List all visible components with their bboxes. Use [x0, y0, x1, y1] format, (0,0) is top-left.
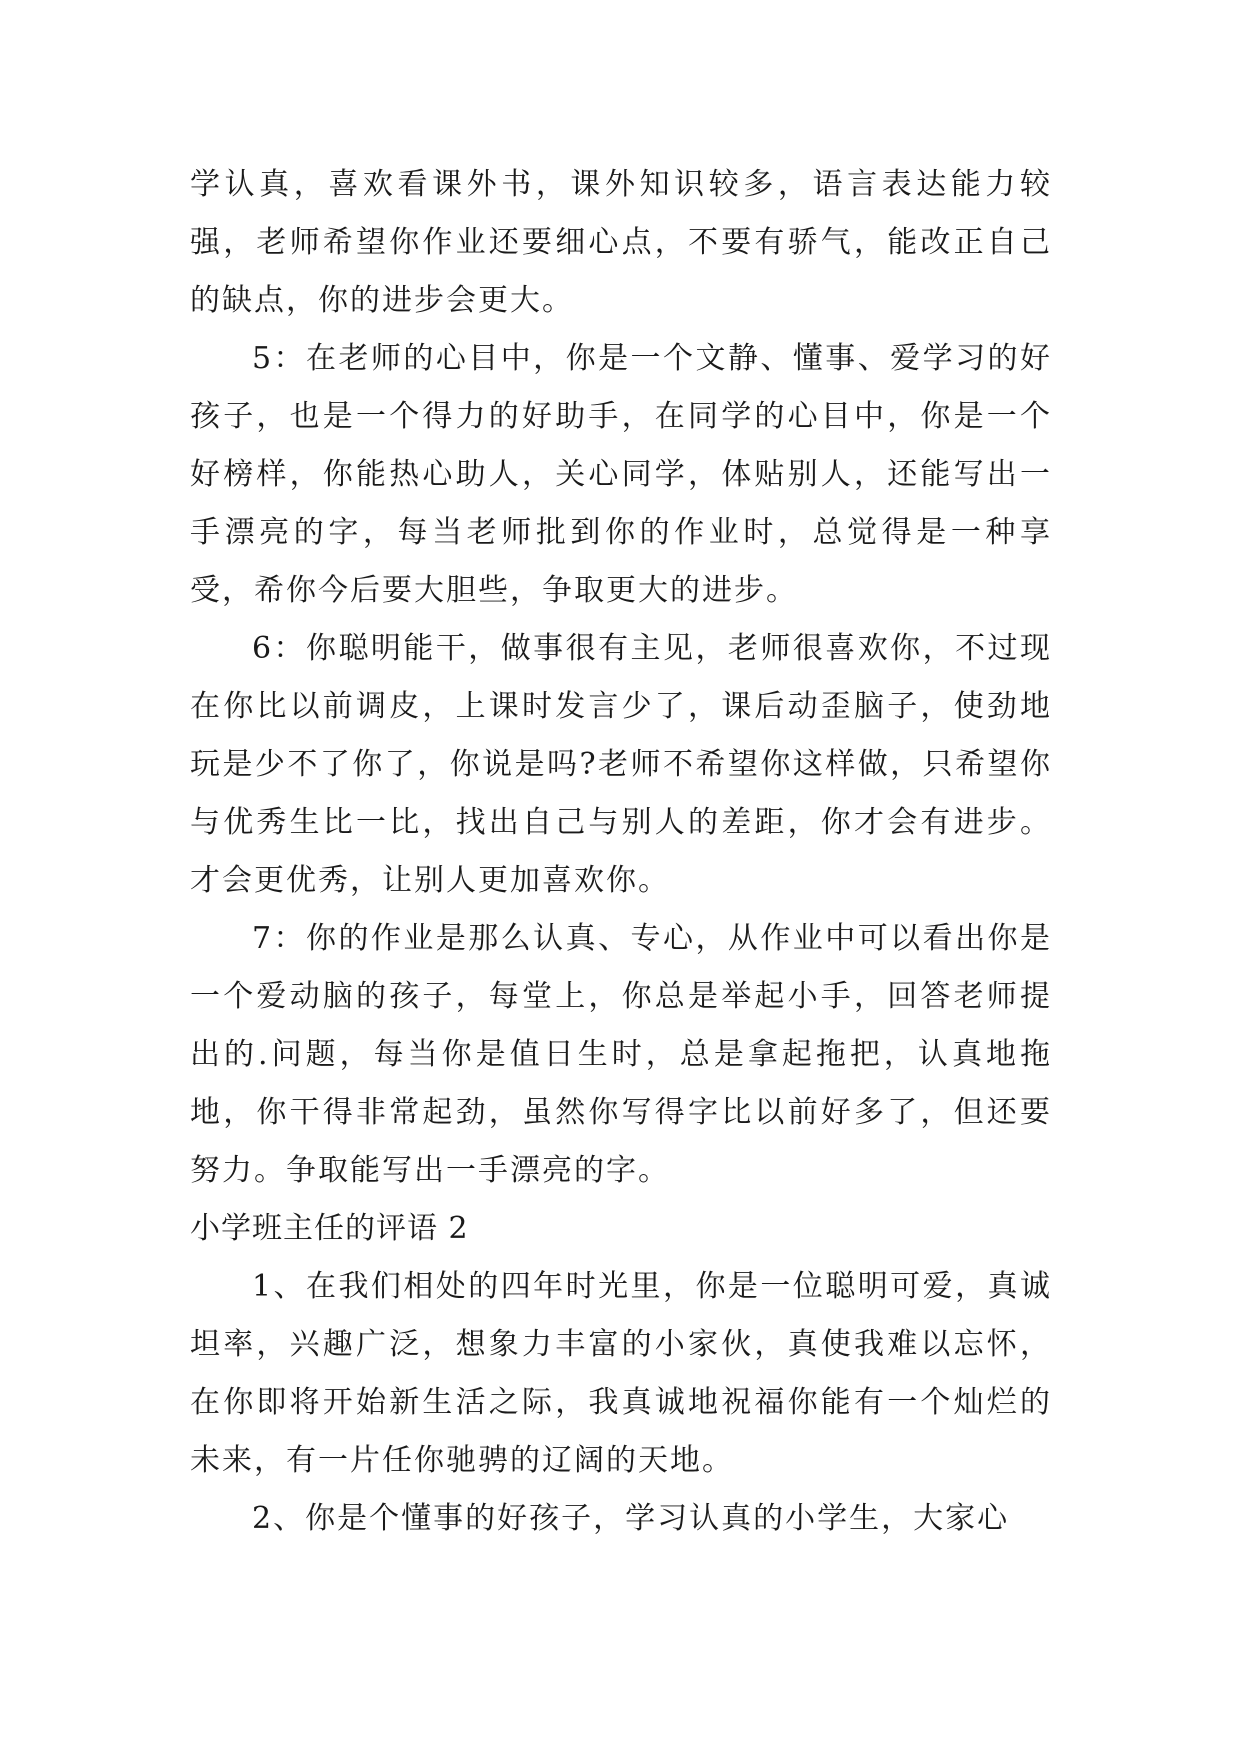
paragraph-comment-7: 7：你的作业是那么认真、专心，从作业中可以看出你是一个爱动脑的孩子，每堂上，你总是举起小手，回答老师提出的.问题，每当你是值日生时，总是拿起拖把，认真地拖地，你干得非常起劲，虽然你写得字比以前好多了，但还要努力。争取能写出一手漂亮的字。 — [190, 921, 1052, 1188]
paragraph-section-comment-1: 1、在我们相处的四年时光里，你是一位聪明可爱，真诚坦率，兴趣广泛，想象力丰富的小家伙，真使我难以忘怀，在你即将开始新生活之际，我真诚地祝福你能有一个灿烂的未来，有一片任你驰骋的辽阔的天地。 — [190, 1269, 1052, 1478]
section-title: 小学班主任的评语 2 — [190, 1211, 469, 1246]
paragraph-continued: 学认真，喜欢看课外书，课外知识较多，语言表达能力较强，老师希望你作业还要细心点，不要有骄气，能改正自己的缺点，你的进步会更大。 — [190, 167, 1052, 318]
paragraph-comment-6: 6：你聪明能干，做事很有主见，老师很喜欢你，不过现在你比以前调皮，上课时发言少了，课后动歪脑子，使劲地玩是少不了你了，你说是吗?老师不希望你这样做，只希望你与优秀生比一比，找出自己与别人的差距，你才会有进步。才会更优秀，让别人更加喜欢你。 — [190, 631, 1052, 898]
paragraph-comment-5: 5：在老师的心目中，你是一个文静、懂事、爱学习的好孩子，也是一个得力的好助手，在同学的心目中，你是一个好榜样，你能热心助人，关心同学，体贴别人，还能写出一手漂亮的字，每当老师批到你的作业时，总觉得是一种享受，希你今后要大胆些，争取更大的进步。 — [190, 341, 1052, 608]
paragraph-section-comment-2: 2、你是个懂事的好孩子，学习认真的小学生，大家心 — [252, 1501, 1010, 1536]
document-body — [190, 156, 1052, 1548]
